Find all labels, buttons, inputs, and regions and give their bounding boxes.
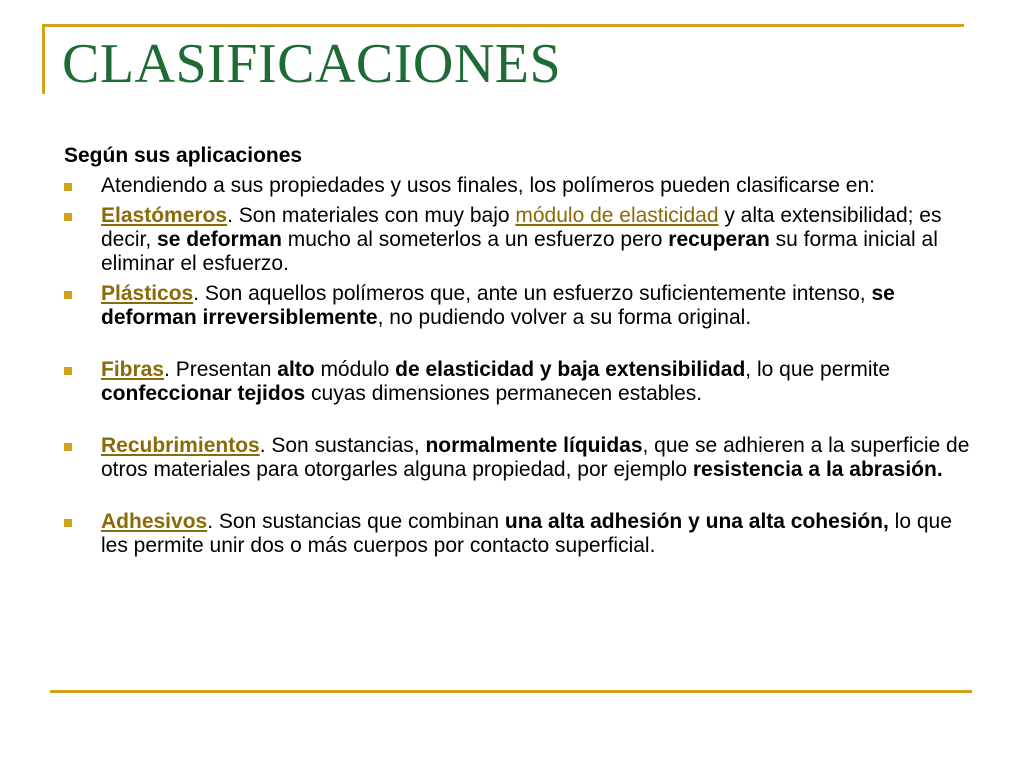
bullet-list (64, 174, 974, 558)
plasticos-bold-1: se deforman irreversiblemente (101, 282, 895, 329)
elastomeros-bold-2: recuperan (668, 228, 770, 251)
elastomeros-text-3: mucho al someterlos a un esfuerzo pero (281, 228, 669, 251)
elastomeros-text-2: y alta extensibilidad; es decir, (101, 204, 942, 251)
slide-subtitle: Según sus aplicaciones (64, 144, 303, 167)
fibras-bold-2: de elasticidad y baja extensibilidad (395, 358, 746, 381)
bullet-recubrimientos (64, 434, 974, 482)
link-plasticos[interactable]: Plásticos (101, 282, 194, 305)
bullet-square-icon (64, 443, 72, 451)
frame-left-rule (42, 24, 45, 94)
fibras-text-3: , lo que permite (745, 358, 891, 381)
bullet-elastomeros (64, 204, 974, 276)
recubrimientos-text-2: , que se adhieren a la superficie de otros materiales para otorgarles alguna propiedad, por ejemplo (101, 434, 970, 481)
adhesivos-bold-1: una alta adhesión y una alta cohesión, (504, 510, 889, 533)
bullet-square-icon (64, 291, 72, 299)
intro-text: Atendiendo a sus propiedades y usos finales, los polímeros pueden clasificarse en: (101, 174, 875, 197)
recubrimientos-bold-2: resistencia a la abrasión. (692, 458, 943, 481)
adhesivos-text-1: . Son sustancias que combinan (207, 510, 505, 533)
link-recubrimientos[interactable]: Recubrimientos (101, 434, 260, 457)
elastomeros-bold-1: se deforman (157, 228, 282, 251)
bullet-square-icon (64, 183, 72, 191)
elastomeros-text-1: . Son materiales con muy bajo (227, 204, 516, 227)
link-elastomeros[interactable]: Elastómeros (101, 204, 228, 227)
frame-top-rule (42, 24, 964, 27)
elastomeros-text-4: su forma inicial al eliminar el esfuerzo. (101, 228, 938, 275)
fibras-text-1: . Presentan (164, 358, 278, 381)
bullet-adhesivos (64, 510, 974, 558)
bullet-plasticos (64, 282, 974, 330)
recubrimientos-bold-1: normalmente líquidas (425, 434, 643, 457)
fibras-bold-1: alto (277, 358, 315, 381)
plasticos-text-1: . Son aquellos polímeros que, ante un esfuerzo suficientemente intenso, (193, 282, 872, 305)
fibras-bold-3: confeccionar tejidos (101, 382, 306, 405)
slide-title: CLASIFICACIONES (62, 33, 562, 95)
link-adhesivos[interactable]: Adhesivos (101, 510, 208, 533)
fibras-text-4: cuyas dimensiones permanecen estables. (305, 382, 703, 405)
bullet-square-icon (64, 519, 72, 527)
bullet-square-icon (64, 367, 72, 375)
frame-bottom-rule (50, 690, 972, 693)
bullet-fibras (64, 358, 974, 406)
adhesivos-text-2: lo que les permite unir dos o más cuerpos por contacto superficial. (101, 510, 952, 557)
link-modulo-elasticidad[interactable]: módulo de elasticidad (515, 204, 719, 227)
link-fibras[interactable]: Fibras (101, 358, 165, 381)
recubrimientos-text-1: . Son sustancias, (259, 434, 426, 457)
bullet-square-icon (64, 213, 72, 221)
plasticos-text-2: , no pudiendo volver a su forma original. (377, 306, 752, 329)
fibras-text-2: módulo (314, 358, 396, 381)
bullet-intro (64, 174, 974, 198)
